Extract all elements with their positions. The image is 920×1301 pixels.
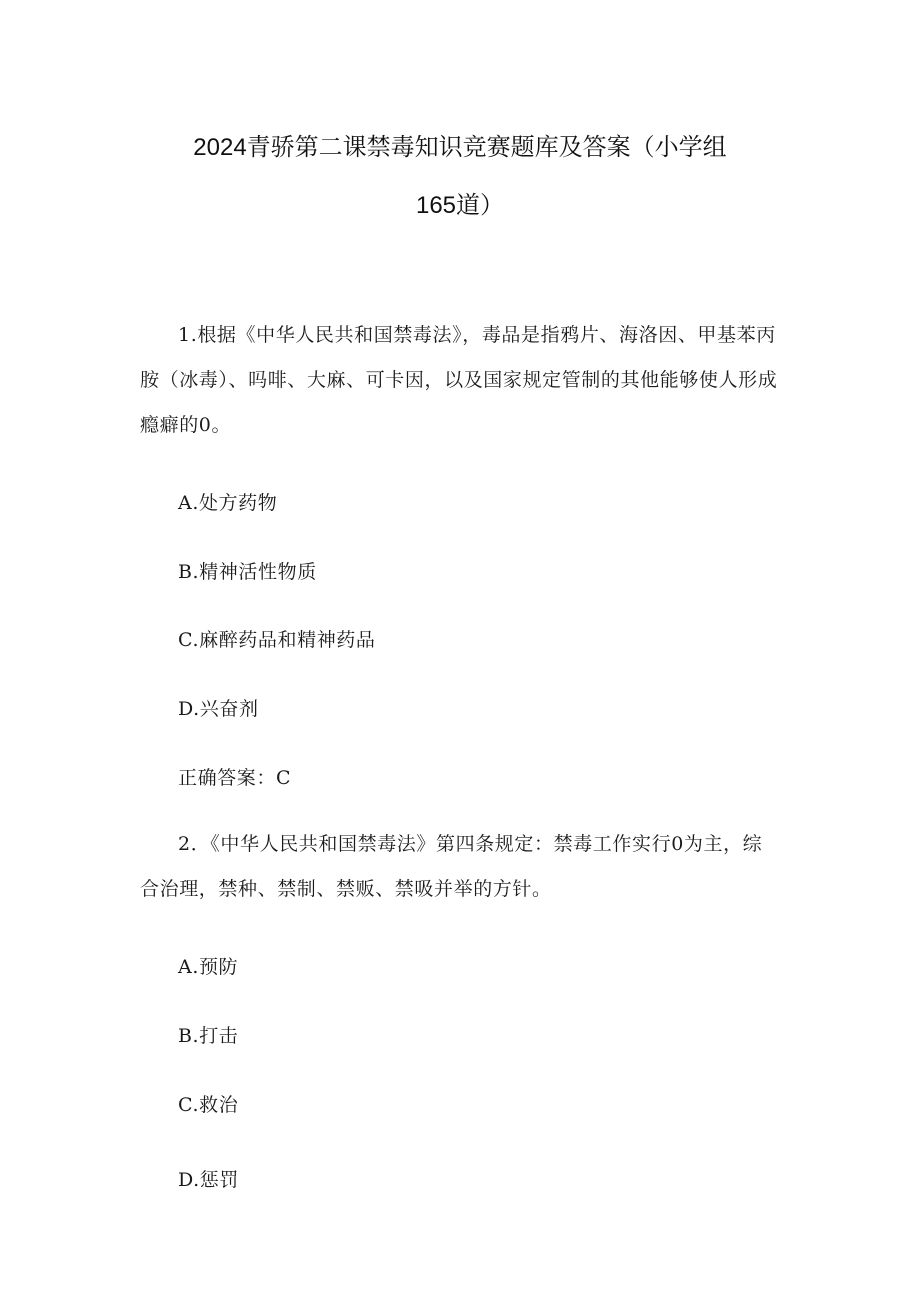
question-2-option-b: B.打击: [178, 1025, 239, 1047]
question-1-option-d: D.兴奋剂: [178, 698, 259, 720]
question-1-option-a: A.处方药物: [178, 492, 278, 514]
question-2-stem: 2．《中华人民共和国禁毒法》第四条规定：禁毒工作实行0为主，综合治理，禁种、禁制、禁贩、禁吸并举的方针。: [140, 833, 763, 900]
question-1-option-c: C.麻醉药品和精神药品: [178, 629, 376, 651]
document-title-line-1: 2024青骄第二课禁毒知识竞赛题库及答案（小学组: [193, 134, 727, 161]
question-1-answer: 正确答案：C: [178, 767, 292, 789]
question-1-stem: 1.根据《中华人民共和国禁毒法》，毒品是指鸦片、海洛因、甲基苯丙胺（冰毒）、吗啡、大麻、可卡因，以及国家规定管制的其他能够使人形成瘾癖的0。: [140, 324, 778, 436]
question-2-option-d: D.惩罚: [178, 1169, 239, 1191]
document-title-line-2: 165道）: [415, 192, 505, 219]
question-2-option-c: C.救治: [178, 1094, 239, 1116]
question-2-option-a: A.预防: [178, 956, 239, 978]
question-1-option-b: B.精神活性物质: [178, 561, 317, 583]
